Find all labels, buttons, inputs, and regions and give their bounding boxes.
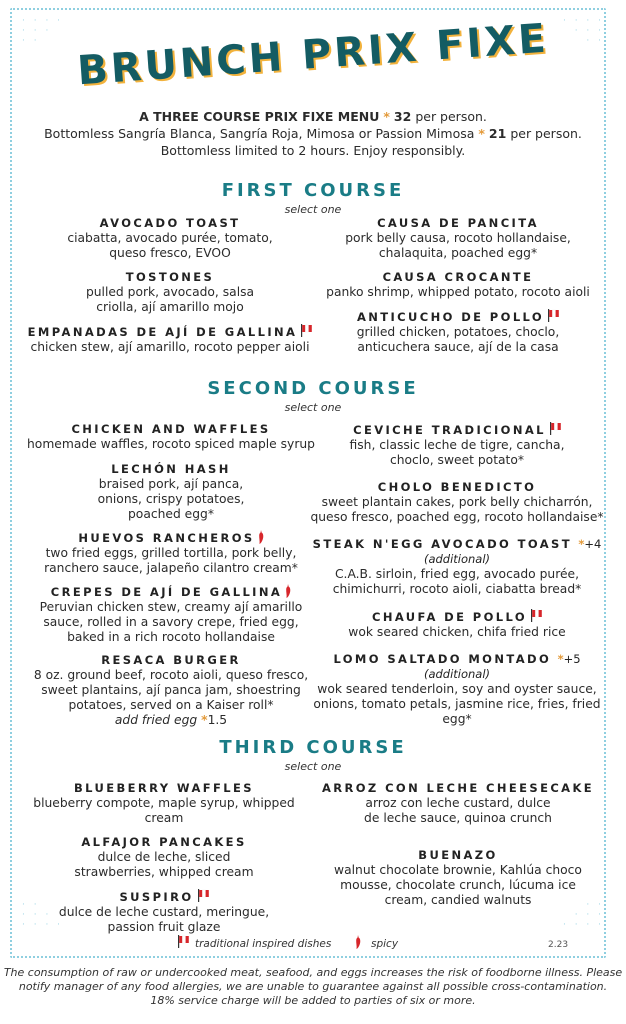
footer-disclaimer: The consumption of raw or undercooked meat, seafood, and eggs increases the risk of foodborne illness. Please notify manager of any food allergies, we are unable to guarantee against all possible cross-contamination. 18% service charge will be added to parties of six or more.: [3, 966, 623, 1007]
third-course-heading: THIRD COURSE: [219, 737, 407, 758]
intro-line-1: A THREE COURSE PRIX FIXE MENU * 32 per person.: [139, 109, 487, 124]
menu-item: ARROZ CON LECHE CHEESECAKE arroz con leche custard, dulce de leche sauce, quinoa crunch: [321, 781, 595, 825]
menu-item: CHICKEN AND WAFFLES homemade waffles, rocoto spiced maple syrup: [27, 422, 315, 451]
intro-line-3: Bottomless limited to 2 hours. Enjoy responsibly.: [160, 143, 466, 158]
menu-item: ALFAJOR PANCAKES dulce de leche, sliced strawberries, whipped cream: [74, 835, 254, 879]
menu-item: AVOCADO TOAST ciabatta, avocado purée, tomato, queso fresco, EVOO: [67, 216, 273, 260]
menu-item: CEVICHE TRADICIONAL fish, classic leche de tigre, cancha, choclo, sweet potato*: [349, 423, 565, 467]
first-course-right: [308, 216, 608, 362]
second-course-subtitle: select one: [284, 401, 342, 414]
menu-item: EMPANADAS DE AJÍ DE GALLINA chicken stew, ají amarillo, rocoto pepper aioli: [20, 324, 320, 355]
first-course-left: [20, 216, 320, 362]
menu-item: LECHÓN HASH braised pork, ají panca, onions, crispy potatoes, poached egg*: [97, 462, 245, 521]
menu-item: CREPES DE AJÍ DE GALLINA Peruvian chicken stew, creamy ají amarillo sauce, rolled in a savory crepe, fried egg, baked in a rich rocoto hollandaise: [39, 585, 303, 644]
second-course-left: [18, 422, 324, 735]
menu-item: CAUSA DE PANCITA pork belly causa, rocoto hollandaise, chalaquita, poached egg*: [345, 216, 571, 260]
corner-dots-bottom-left: · · · · · · · · ·: [22, 900, 64, 930]
menu-item: CHOLO BENEDICTO sweet plantain cakes, pork belly chicharrón, queso fresco, poached egg, rocoto hollandaise*: [310, 480, 604, 524]
page-title: BRUNCH PRIX FIXE: [75, 15, 551, 95]
date-code: 2.23: [548, 940, 569, 950]
legend-traditional: traditional inspired dishes: [178, 935, 331, 950]
chili-pepper-icon: [355, 935, 361, 949]
chili-pepper-icon: [285, 584, 291, 598]
menu-item: LOMO SALTADO MONTADO *+5 (additional) wok seared tenderloin, soy and oyster sauce, onions, tomato petals, jasmine rice, fries, fried egg*: [313, 652, 601, 726]
menu-item: BLUEBERRY WAFFLES blueberry compote, maple syrup, whipped cream: [33, 781, 295, 825]
add-fried-egg-option: add fried egg *1.5: [114, 713, 228, 727]
legend-spicy: spicy: [355, 935, 398, 950]
menu-item: HUEVOS RANCHEROS two fried eggs, grilled tortilla, pork belly, ranchero sauce, jalapeño cilantro cream*: [44, 531, 298, 575]
menu-item: CAUSA CROCANTE panko shrimp, whipped potato, rocoto aioli: [326, 270, 590, 299]
first-course-heading: FIRST COURSE: [221, 180, 405, 201]
peru-flag-icon: [198, 889, 209, 902]
second-course-right: [302, 422, 612, 734]
menu-item: ANTICUCHO DE POLLO grilled chicken, potatoes, choclo, anticuchera sauce, ají de la casa: [356, 310, 560, 354]
menu-item: STEAK N'EGG AVOCADO TOAST *+4 (additional) C.A.B. sirloin, fried egg, avocado purée, chimichurri, rocoto aioli, ciabatta bread*: [312, 537, 602, 596]
corner-dots-top-right: · · · · · · · · ·: [562, 16, 604, 46]
peru-flag-icon: [548, 309, 559, 322]
chili-pepper-icon: [258, 530, 264, 544]
intro-line-2: Bottomless Sangría Blanca, Sangría Roja, Mimosa or Passion Mimosa * 21 per person.: [44, 126, 582, 141]
peru-flag-icon: [531, 609, 542, 622]
third-course-left: [14, 781, 314, 942]
corner-dots-bottom-right: · · · · · · · · ·: [562, 900, 604, 930]
menu-item: SUSPIRO dulce de leche custard, meringue, passion fruit glaze: [58, 890, 270, 934]
first-course-subtitle: select one: [284, 203, 342, 216]
menu-item: TOSTONES pulled pork, avocado, salsa criolla, ají amarillo mojo: [85, 270, 255, 314]
third-course-subtitle: select one: [284, 760, 342, 773]
peru-flag-icon: [178, 935, 189, 948]
third-course-right: [308, 781, 608, 915]
intro: [0, 108, 626, 159]
menu-item: BUENAZO walnut chocolate brownie, Kahlúa choco mousse, chocolate crunch, lúcuma ice cream, candied walnuts: [334, 848, 582, 907]
second-course-heading: SECOND COURSE: [207, 378, 419, 399]
menu-item: RESACA BURGER 8 oz. ground beef, rocoto aioli, queso fresco, sweet plantains, ají panca jam, shoestring potatoes, served on a Kaiser roll* add fried egg *1.5: [18, 653, 324, 728]
corner-dots-top-left: · · · · · · · · ·: [22, 16, 64, 46]
menu-item: CHAUFA DE POLLO wok seared chicken, chifa fried rice: [348, 610, 566, 639]
peru-flag-icon: [550, 422, 561, 435]
